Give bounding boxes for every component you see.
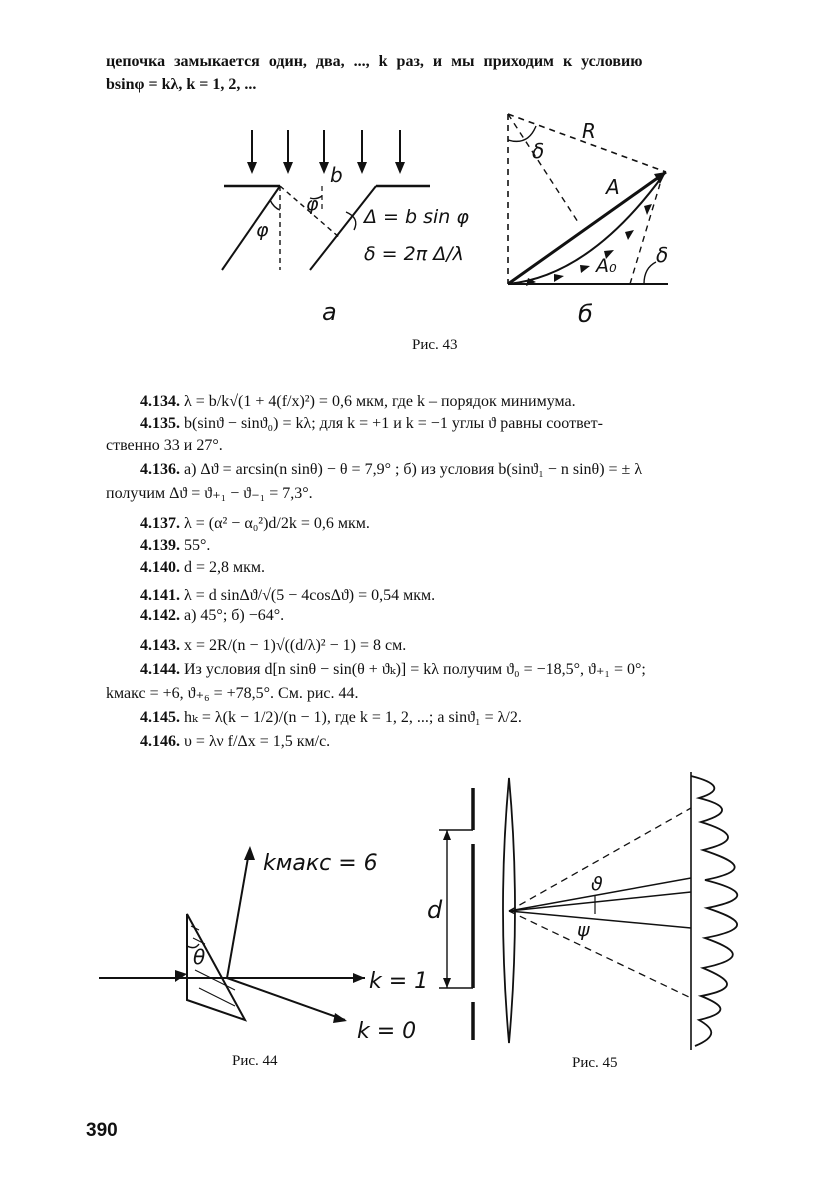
fig43-delta-right: δ bbox=[656, 243, 669, 267]
answer-row: 4.146. υ = λν f/Δx = 1,5 км/с. bbox=[140, 733, 331, 750]
answer-row: 4.139. 55°. bbox=[140, 537, 211, 554]
fig45-caption: Рис. 45 bbox=[572, 1055, 618, 1071]
fig43-phi-left: φ bbox=[256, 219, 269, 241]
answer-row: 4.137. λ = (α² − α₀²)d/2k = 0,6 мкм. bbox=[140, 515, 370, 532]
fig44-k0-label: k = 0 bbox=[357, 1019, 417, 1044]
fig45-psi-label: ψ bbox=[577, 919, 590, 941]
fig43-b-label: b bbox=[330, 163, 343, 187]
fig43-delta-formula: Δ = b sin φ bbox=[364, 206, 469, 228]
fig44-caption: Рис. 44 bbox=[232, 1053, 278, 1069]
intro-line-2: bsinφ = kλ, k = 1, 2, ... bbox=[106, 76, 257, 93]
fig43-label-a: а bbox=[322, 298, 337, 326]
fig44-theta-label: θ bbox=[193, 945, 206, 969]
fig43-A-label: A bbox=[606, 175, 620, 199]
answer-row: 4.140. d = 2,8 мкм. bbox=[140, 559, 266, 576]
answer-row: 4.145. hₖ = λ(k − 1/2)/(n − 1), где k = 1, 2, ...; a sinϑ₁ = λ/2. bbox=[140, 709, 522, 726]
answer-row: 4.144. Из условия d[n sinθ − sin(θ + ϑₖ)] = kλ получим ϑ₀ = −18,5°, ϑ₊₁ = 0°; bbox=[140, 661, 646, 678]
fig43-caption: Рис. 43 bbox=[412, 337, 458, 353]
fig43-R-label: R bbox=[582, 119, 596, 143]
figure-45 bbox=[415, 768, 765, 1053]
fig44-k1-label: k = 1 bbox=[369, 969, 429, 994]
page-number: 390 bbox=[86, 1120, 118, 1141]
figure-44 bbox=[95, 830, 430, 1050]
answer-row: ственно 33 и 27°. bbox=[106, 437, 223, 454]
fig43-phi-top: φ bbox=[306, 193, 319, 215]
answers-list bbox=[106, 392, 786, 756]
fig45-d-label: d bbox=[427, 896, 443, 924]
fig43-A0-label: A₀ bbox=[596, 255, 617, 277]
answer-row: 4.141. λ = d sinΔϑ/√(5 − 4cosΔϑ) = 0,54 мкм. bbox=[140, 587, 436, 604]
answer-row: 4.136. а) Δϑ = arcsin(n sinθ) − θ = 7,9° ; б) из условия b(sinϑ₁ − n sinθ) = ± λ bbox=[140, 461, 643, 478]
intro-line-1: цепочка замыкается один, два, ..., k раз, и мы приходим к условию bbox=[106, 53, 643, 70]
answer-row: 4.143. x = 2R/(n − 1)√((d/λ)² − 1) = 8 см. bbox=[140, 637, 407, 654]
answer-row: получим Δϑ = ϑ₊₁ − ϑ₋₁ = 7,3°. bbox=[106, 485, 313, 502]
answer-row: 4.134. λ = b/k√(1 + 4(f/x)²) = 0,6 мкм, где k – порядок минимума. bbox=[140, 393, 576, 410]
fig43-delta-corner: δ bbox=[532, 139, 545, 163]
fig45-theta-label: ϑ bbox=[591, 873, 603, 895]
fig43-label-b: б bbox=[578, 300, 593, 328]
fig44-kmax-label: kмакс = 6 bbox=[263, 851, 378, 876]
answer-row: 4.135. b(sinϑ − sinϑ₀) = kλ; для k = +1 и k = −1 углы ϑ равны соответ- bbox=[140, 415, 603, 432]
figure-43 bbox=[210, 100, 710, 330]
answer-row: kмакс = +6, ϑ₊₆ = +78,5°. См. рис. 44. bbox=[106, 685, 359, 702]
answer-row: 4.142. а) 45°; б) −64°. bbox=[140, 607, 285, 624]
fig43-phase-formula: δ = 2π Δ/λ bbox=[364, 243, 464, 265]
